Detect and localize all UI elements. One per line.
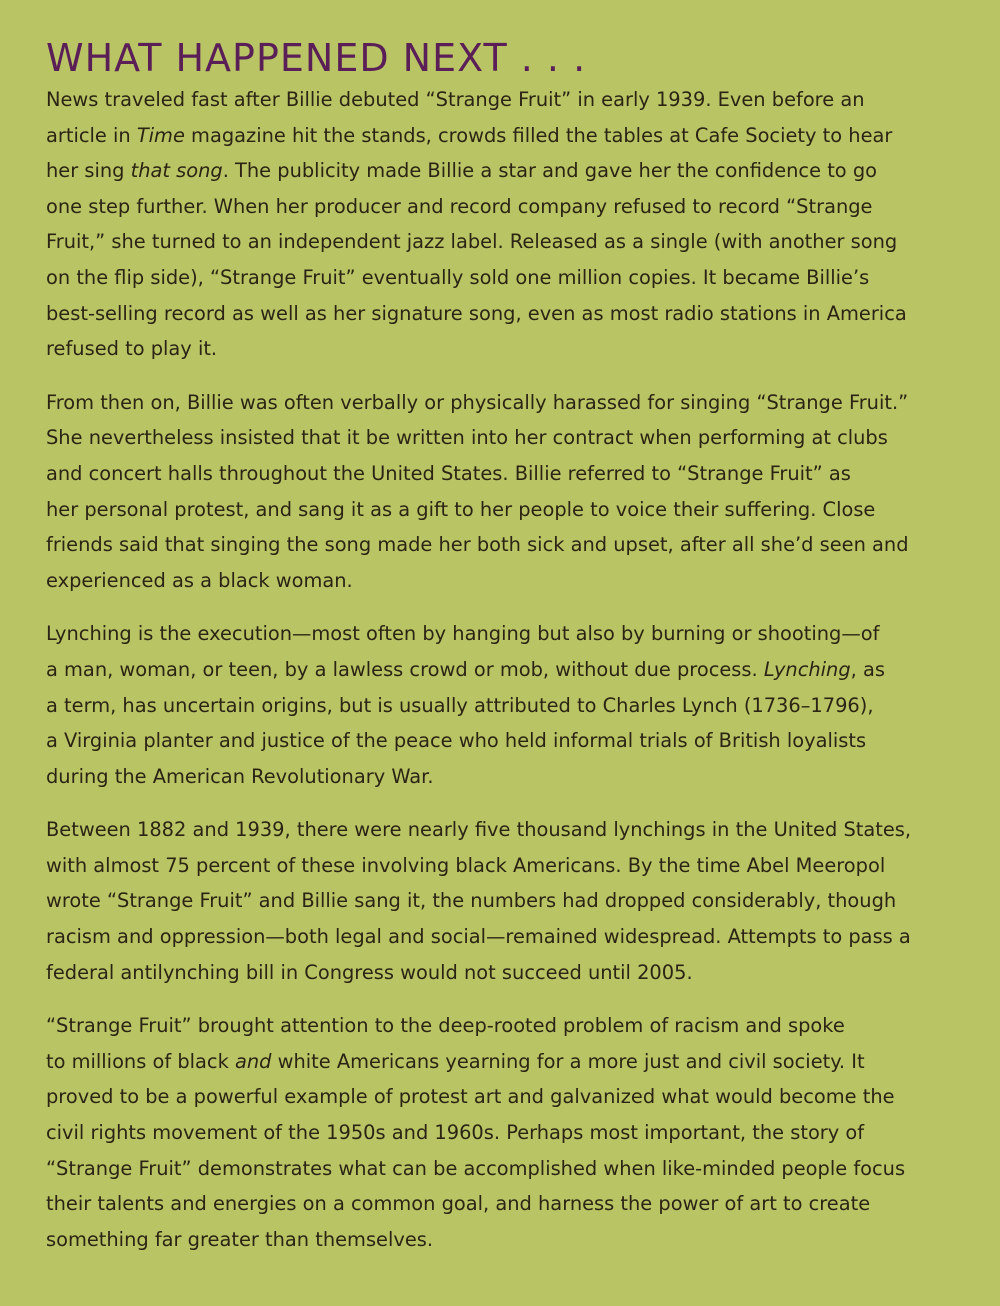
text-line: one step further. When her producer and record company refused to record “Strange bbox=[46, 194, 873, 218]
text-line: “Strange Fruit” brought attention to the deep-rooted problem of racism and spoke bbox=[46, 1014, 845, 1038]
text-line: proved to be a powerful example of protest art and galvanized what would become the bbox=[46, 1085, 895, 1109]
text-line: refused to play it. bbox=[46, 337, 218, 361]
document-page bbox=[46, 30, 958, 1275]
body-text bbox=[46, 82, 958, 1257]
paragraph-1 bbox=[46, 82, 958, 367]
text-line: Between 1882 and 1939, there were nearly five thousand lynchings in the United States, bbox=[46, 818, 912, 842]
text-line: experienced as a black woman. bbox=[46, 568, 353, 592]
paragraph-3 bbox=[46, 616, 958, 794]
text-line: a term, has uncertain origins, but is usually attributed to Charles Lynch (1736–1796), bbox=[46, 693, 874, 717]
paragraph-5 bbox=[46, 1008, 958, 1257]
text-line: racism and oppression—both legal and social—remained widespread. Attempts to pass a bbox=[46, 925, 911, 949]
section-title: WHAT HAPPENED NEXT . . . bbox=[46, 36, 587, 80]
text-line: something far greater than themselves. bbox=[46, 1227, 434, 1251]
text-line: a man, woman, or teen, by a lawless crowd or mob, without due process. Lynching, as bbox=[46, 657, 885, 681]
text-line: a Virginia planter and justice of the peace who held informal trials of British loyalists bbox=[46, 729, 867, 753]
text-line: civil rights movement of the 1950s and 1960s. Perhaps most important, the story of bbox=[46, 1121, 865, 1145]
text-line: News traveled fast after Billie debuted “Strange Fruit” in early 1939. Even before an bbox=[46, 88, 865, 111]
paragraph-2 bbox=[46, 385, 958, 599]
text-line: “Strange Fruit” demonstrates what can be accomplished when like-minded people focus bbox=[46, 1156, 906, 1180]
text-line: Lynching is the execution—most often by hanging but also by burning or shooting—of bbox=[46, 622, 880, 646]
text-line: their talents and energies on a common goal, and harness the power of art to create bbox=[46, 1192, 871, 1216]
text-line: Fruit,” she turned to an independent jazz label. Released as a single (with another song bbox=[46, 230, 898, 254]
text-line: wrote “Strange Fruit” and Billie sang it, the numbers had dropped considerably, though bbox=[46, 889, 897, 913]
text-line: with almost 75 percent of these involving black Americans. By the time Abel Meeropol bbox=[46, 853, 886, 877]
text-line: federal antilynching bill in Congress would not succeed until 2005. bbox=[46, 960, 693, 984]
text-line: She nevertheless insisted that it be written into her contract when performing at clubs bbox=[46, 426, 888, 450]
paragraph-4 bbox=[46, 812, 958, 990]
text-line: her sing that song. The publicity made Billie a star and gave her the confidence to go bbox=[46, 159, 877, 183]
text-line: and concert halls throughout the United States. Billie referred to “Strange Fruit” as bbox=[46, 461, 851, 485]
text-line: on the flip side), “Strange Fruit” eventually sold one million copies. It became Billie’s bbox=[46, 265, 870, 289]
text-line: to millions of black and white Americans yearning for a more just and civil society. It bbox=[46, 1049, 865, 1073]
text-line: friends said that singing the song made her both sick and upset, after all she’d seen and bbox=[46, 533, 909, 557]
text-line: during the American Revolutionary War. bbox=[46, 764, 434, 788]
text-line: best-selling record as well as her signature song, even as most radio stations in America bbox=[46, 301, 907, 325]
text-line: From then on, Billie was often verbally or physically harassed for singing “Strange Fruit.” bbox=[46, 390, 909, 414]
text-line: article in Time magazine hit the stands, crowds filled the tables at Cafe Society to hear bbox=[46, 123, 893, 147]
text-line: her personal protest, and sang it as a gift to her people to voice their suffering. Close bbox=[46, 497, 876, 521]
